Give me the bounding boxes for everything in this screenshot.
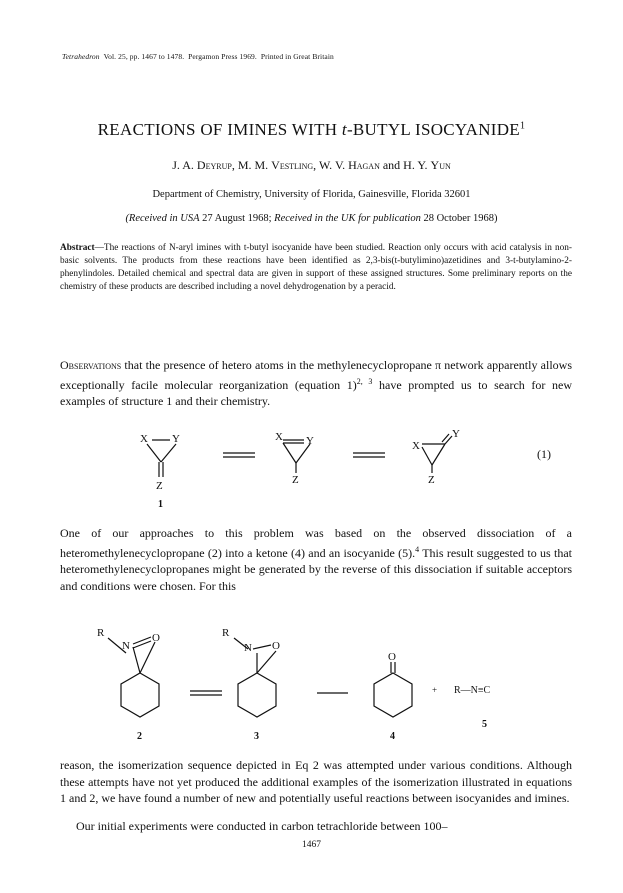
cyclohexanone-ring-4: [374, 673, 412, 717]
author-2-initials: , M. M.: [231, 158, 272, 172]
body-paragraph-3: reason, the isomerization sequence depicted in Eq 2 was attempted under various conditions. Although these attempts have not yet produced the additional examples of the isomerization illustrated in equations 1 and 2, we have found a number of new and potentially useful reactions between isocyanides and imines.: [60, 758, 572, 806]
isocyanide-formula: R—N≡C: [454, 685, 491, 696]
compound-label-3: 3: [254, 731, 259, 742]
publisher: Pergamon Press 1969.: [188, 52, 257, 61]
title-italic-t: t: [341, 120, 347, 139]
printed-in: Printed in Great Britain: [260, 52, 334, 61]
author-2-name: Vestling: [271, 158, 314, 172]
author-1-initials: J. A.: [172, 158, 197, 172]
cyclohexane-ring-3: [238, 673, 276, 717]
equation-1-scheme: [0, 425, 623, 515]
bond-c-z-c: [432, 444, 445, 465]
affiliation: Department of Chemistry, University of Florida, Gainesville, Florida 32601: [152, 189, 471, 200]
label-o-3: O: [272, 640, 280, 652]
abstract: [60, 242, 572, 294]
author-4-initials: and H. Y.: [379, 158, 431, 172]
bond-x-c-b: [283, 443, 296, 463]
author-3-initials: , W. V.: [313, 158, 349, 172]
author-list: [0, 158, 623, 173]
compound-label-5: 5: [482, 719, 487, 730]
label-x: X: [140, 433, 148, 445]
received-uk-date: 28 October 1968): [420, 213, 498, 224]
received-uk-label: Received in the UK for publication: [274, 213, 421, 224]
title-footnote: 1: [520, 120, 526, 132]
label-y: Y: [172, 433, 180, 445]
equation-2-scheme: [0, 615, 623, 750]
body-paragraph-4: Our initial experiments were conducted in carbon tetrachloride between 100–: [76, 819, 448, 833]
compound-label-2: 2: [137, 731, 142, 742]
bond-c-ring-2a: [133, 647, 140, 673]
double-bond-n-c-2a: [133, 637, 151, 644]
bond-y-c: [161, 444, 176, 462]
received-usa-label: (Received in USA: [125, 213, 200, 224]
ref-superscript-4: 4: [415, 544, 420, 554]
title-part-1: REACTIONS OF IMINES WITH: [97, 120, 342, 139]
paragraph-2-tail: This result suggested to us that heteromethylenecyclopropanes might be generated by the reverse of this dissociation if suitable acceptors and conditions were chosen. For this: [60, 545, 572, 593]
author-3-name: Hagan: [348, 158, 380, 172]
abstract-label: Abstract: [60, 243, 95, 253]
bond-n-c-3: [253, 645, 271, 649]
plus-sign: +: [432, 685, 438, 695]
paragraph-lead: Observations: [60, 358, 122, 372]
label-r-3: R: [222, 627, 230, 639]
author-1-name: Deyrup: [196, 158, 232, 172]
label-y-c: Y: [452, 428, 460, 440]
label-o-4: O: [388, 651, 396, 663]
label-z-c: Z: [428, 474, 435, 486]
title-part-2: -BUTYL ISOCYANIDE: [346, 120, 520, 139]
label-z-b: Z: [292, 474, 299, 486]
paper-title: [0, 120, 623, 140]
page-number: 1467: [302, 840, 321, 850]
volume-pages: Vol. 25, pp. 1467 to 1478.: [103, 52, 185, 61]
body-paragraph-1: [60, 357, 572, 410]
ref-superscript-2-3: 2, 3: [356, 376, 373, 386]
received-dates: [0, 213, 623, 224]
bond-x-z-c: [422, 447, 432, 465]
label-z: Z: [156, 480, 163, 492]
paragraph-1-text: that the presence of hetero atoms in the methylenecyclopropane π network apparently allows exceptionally facile molecular reorganization (equation 1): [60, 358, 572, 392]
label-x-b: X: [275, 431, 283, 443]
label-o-2: O: [152, 632, 160, 644]
journal-name: Tetrahedron: [62, 52, 100, 61]
double-bond-n-c-2b: [133, 641, 151, 648]
compound-label-4: 4: [390, 731, 395, 742]
bond-o-ring-2: [140, 642, 155, 673]
bond-x-c: [147, 444, 161, 462]
paragraph-2-text: One of our approaches to this problem was based on the observed dissociation of a heteromethylenecyclopropane (2) into a ketone (4) and an isocyanide (5).: [60, 526, 572, 560]
received-usa-date: 27 August 1968;: [199, 213, 275, 224]
equation-number-1: (1): [537, 447, 551, 461]
label-r-2: R: [97, 627, 105, 639]
paragraph-1-tail: have prompted us to search for new examples of structure 1 and their chemistry.: [60, 377, 573, 409]
compound-label-1: 1: [158, 499, 163, 510]
label-x-c: X: [412, 440, 420, 452]
label-n-3: N: [244, 642, 252, 654]
running-header: [62, 52, 334, 61]
author-4-name: Yun: [430, 158, 451, 172]
label-y-b: Y: [306, 435, 314, 447]
cyclohexane-ring-2: [121, 673, 159, 717]
label-n-2: N: [122, 640, 130, 652]
abstract-text: —The reactions of N-aryl imines with t-butyl isocyanide have been studied. Reaction only occurs with acid catalysis in non-basic solvents. The products from these reactions have been identified as 2,3-bis(t-butylimino)azetidines and 3-t-butylamino-2-phenylindoles. Detailed chemical and spectral data are given in support of these assigned structures. Some preliminary reports on the chemistry of these products are described including a novel dehydrogenation by a peracid.: [60, 243, 572, 292]
body-paragraph-2: [60, 525, 572, 594]
bond-o-ring-3: [257, 651, 276, 673]
